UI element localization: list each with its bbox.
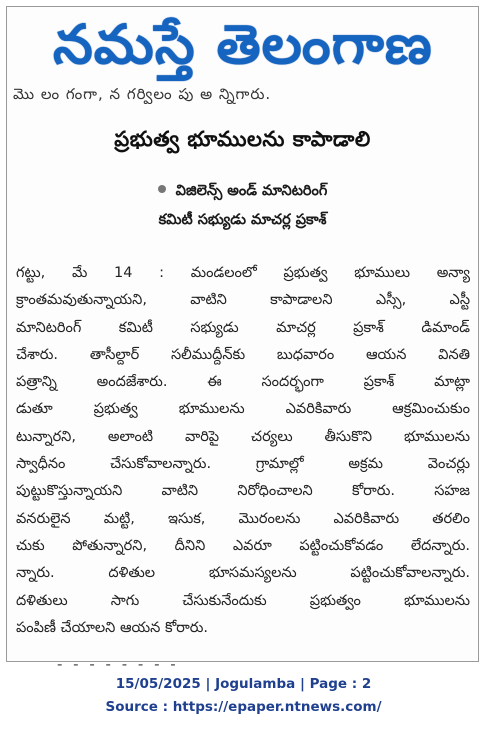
body-line: న్నారు. దళితుల భూసమస్యలను పట్టించుకోవాలన్నారు. (16, 565, 470, 582)
body-line: పుట్టుకొస్తున్నాయని వాటిని నిరోధించాలని కోరారు. సహజ (16, 483, 470, 500)
subheadline-1-text: విజిలెన్స్ అండ్ మానిటరింగ్ (175, 183, 328, 199)
body-line: స్వాధీనం చేసుకోవాలన్నారు. గ్రామాల్లో అక్రమ వెంచర్లు (16, 456, 470, 473)
body-line: పంపిణీ చేయాలని ఆయన కోరారు. (16, 619, 208, 636)
clipping-frame (6, 6, 479, 673)
cut-next-article-line (57, 655, 387, 673)
cut-top-text: మొ లం గంగా, న గర్విలం పు అ న్నిగారు. (13, 85, 272, 103)
cut-bottom-text: - - - - - - - - (57, 655, 179, 673)
cut-previous-article-line (13, 85, 303, 107)
footer-date-edition: 15/05/2025 | Jogulamba | Page : 2 (115, 676, 372, 692)
body-line: చేశారు. తాసీల్దార్ సలీముద్దీన్‌కు బుధవారం ఆయన వినతి (16, 346, 470, 363)
body-line: దళితులు సాగు చేసుకునేందుకు ప్రభుత్వం భూములను (16, 592, 470, 609)
body-line: మానిటరింగ్ కమిటీ సభ్యుడు మాచర్ల ప్రకాశ్ డిమాండ్ (16, 319, 470, 336)
body-line: క్రాంతమవుతున్నాయని, వాటిని కాపాడాలని ఎస్సీ, ఎస్టీ (16, 292, 470, 309)
footer-source: Source : https://epaper.ntnews.com/ (105, 699, 382, 715)
body-line: డుతూ ప్రభుత్వ భూములను ఎవరికివారు ఆక్రమించుకుం (16, 401, 470, 418)
article-headline: ప్రభుత్వ భూములను కాపాడాలి (114, 127, 371, 151)
body-line: టున్నారని, అలాంటి వారిపై చర్యలు తీసుకొని భూములను (16, 428, 470, 445)
article-body (16, 260, 470, 642)
subheadline-1 (7, 183, 478, 203)
body-line: చుకు పోతున్నారని, దీనిని ఎవరూ పట్టించుకోవడం లేదన్నారు. (16, 537, 470, 554)
body-line: గట్టు, మే 14 : మండలంలో ప్రభుత్వ భూములు అన్యా (16, 265, 470, 281)
body-line: వనరులైన మట్టి, ఇసుక, మొరంలను ఎవరికివారు తరలిం (16, 510, 470, 527)
bullet-icon (158, 185, 166, 193)
masthead (7, 7, 478, 83)
subheadline-2: కమిటీ సభ్యుడు మాచర్ల ప్రకాశ్ (158, 212, 327, 228)
body-line: పత్రాన్ని అందజేశారు. ఈ సందర్భంగా ప్రకాశ్ మాట్లా (16, 374, 470, 391)
newspaper-logo: నమస్తే తెలంగాణ (52, 13, 433, 76)
